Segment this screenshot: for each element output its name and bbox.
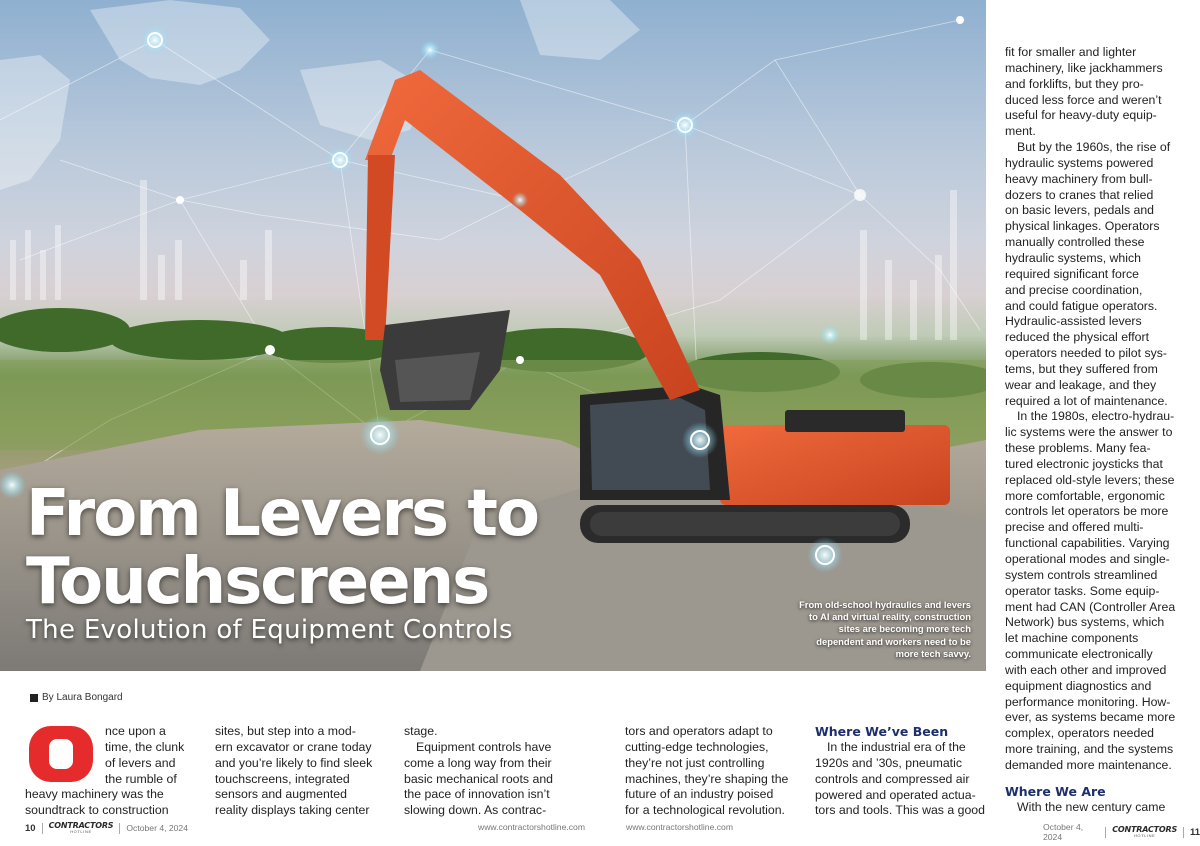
byline [30,692,123,703]
col6-line: precise and offered multi- [1005,520,1144,535]
col2-line: and you’re likely to find sleek [215,755,373,770]
col6-line: hydraulic systems powered [1005,155,1154,170]
drop-cap-o-icon [27,724,97,786]
col1-line: soundtrack to construction [25,803,169,818]
col6-line: physical linkages. Operators [1005,219,1160,234]
website-url-left[interactable]: www.contractorshotline.com [478,822,585,832]
col3-line: stage. [404,724,438,738]
article-title [26,477,538,619]
col6-line: lic systems were the answer to [1005,425,1173,440]
col6-line: heavy machinery from bull- [1005,171,1153,186]
col6-line: more comfortable, ergonomic [1005,488,1165,503]
col6-line: and forklifts, but they pro- [1005,76,1144,91]
col6-line: operators needed to pilot sys- [1005,346,1168,361]
col2-line: sites, but step into a mod- [215,724,356,738]
col2-line: reality displays taking center [215,803,370,818]
col6-line: on basic levers, pedals and [1005,203,1155,218]
col6-line: wear and leakage, and they [1005,377,1157,392]
page-number-right: 11 [1189,826,1200,838]
section-heading-where-weve-been: Where We’ve Been [815,724,949,739]
col1-line: the rumble of [105,771,177,786]
contractors-hotline-logo: CONTRACTORS HOTLINE [48,821,114,834]
col4-line: machines, they’re shaping the [625,771,789,786]
col6-line: demanded more maintenance. [1005,757,1172,772]
col6-line: tems, but they suffered from [1005,361,1158,376]
col6-line: duced less force and weren’t [1005,92,1162,107]
col3-line: come a long way from their [404,755,552,770]
col3-line: basic mechanical roots and [404,771,554,786]
col6-line: Hydraulic-assisted levers [1005,314,1142,329]
col6-line: functional capabilities. Varying [1005,536,1170,551]
byline-text: By Laura Bongard [42,692,123,703]
col3-line: the pace of innovation isn’t [404,787,550,802]
footer-url-right [626,822,733,832]
col6-line: required significant force [1005,266,1139,281]
col5-line: In the industrial era of the [827,740,966,754]
col2-line: touchscreens, integrated [215,771,350,786]
page-number-left: 10 [25,822,36,834]
col6-line: communicate electronically [1005,647,1153,662]
col6-line: tured electronic joysticks that [1005,456,1163,471]
footer-divider [1183,827,1184,838]
col6-line: reduced the physical effort [1005,330,1150,345]
column-1 [25,724,190,819]
col6-line: ment had CAN (Controller Area [1005,599,1176,614]
col1-line: nce upon a [105,724,166,738]
col6-line: controls let operators be more [1005,504,1169,519]
footer-left [25,822,188,834]
col4-line: they’re not just controlling [625,755,765,770]
footer-right [1043,822,1200,842]
col4-line: cutting-edge technologies, [625,739,769,754]
col1-line: heavy machinery was the [25,787,164,802]
col4-line: future of an industry poised [625,787,774,802]
section-heading-where-we-are: Where We Are [1005,783,1106,799]
col1-line: of levers and [105,755,176,770]
column-6 [1005,45,1177,816]
col2-line: sensors and augmented [215,787,347,802]
col1-line: time, the clunk [105,739,185,754]
col6-line: ment. [1005,124,1036,139]
col5-line: controls and compressed air [815,771,970,786]
col6-line: With the new century came [1017,799,1166,814]
footer-divider [42,823,43,834]
col6-line: useful for heavy-duty equip- [1005,108,1157,123]
col6-line: machinery, like jackhammers [1005,60,1163,75]
col6-line: complex, operators needed [1005,726,1155,741]
title-line-2: Touchscreens [26,545,489,619]
footer-url-left [478,822,585,832]
col6-line: dozers to cranes that relied [1005,187,1154,202]
title-line-1: From Levers to [26,477,538,551]
col6-line: and precise coordination, [1005,282,1143,297]
col6-line: operator tasks. Some equip- [1005,583,1160,598]
col6-line: hydraulic systems, which [1005,250,1141,265]
col6-line: with each other and improved [1005,662,1167,677]
col6-line: In the 1980s, electro-hydrau- [1017,409,1175,424]
col5-line: 1920s and ’30s, pneumatic [815,755,962,770]
col6-line: and could fatigue operators. [1005,298,1158,313]
column-3 [404,724,574,819]
col6-line: fit for smaller and lighter [1005,45,1137,59]
col4-line: tors and operators adapt to [625,724,773,738]
col3-line: Equipment controls have [416,739,552,754]
column-2 [215,724,385,819]
col6-line: required a lot of maintenance. [1005,393,1168,408]
col6-line: these problems. Many fea- [1005,441,1151,456]
footer-divider [119,823,120,834]
col3-line: slowing down. As contrac- [404,803,547,818]
col6-line: But by the 1960s, the rise of [1017,140,1171,155]
col6-line: equipment diagnostics and [1005,678,1152,693]
website-url-right[interactable]: www.contractorshotline.com [626,822,733,832]
photo-caption: From old-school hydraulics and levers to AI and virtual reality, construction sites are becoming more tech dependent and workers need to be more tech savvy. [799,599,971,659]
column-5 [815,724,987,819]
col6-line: manually controlled these [1005,235,1145,250]
col6-line: Network) bus systems, which [1005,615,1165,630]
contractors-hotline-logo: CONTRACTORS HOTLINE [1112,825,1178,838]
col2-line: ern excavator or crane today [215,739,372,754]
col6-line: replaced old-style levers; these [1005,472,1175,487]
issue-date-right: October 4, 2024 [1043,822,1084,842]
col6-line: let machine components [1005,631,1139,646]
byline-square-icon [30,694,38,702]
col6-line: system controls streamlined [1005,567,1158,582]
col6-line: more training, and the systems [1005,742,1174,757]
col6-line: ever, as systems became more [1005,710,1176,725]
col6-line: operational modes and single- [1005,552,1170,566]
drop-cap [27,724,97,786]
article-subtitle: The Evolution of Equipment Controls [26,615,513,645]
col5-line: tors and tools. This was a good [815,803,985,818]
issue-date-left: October 4, 2024 [126,823,188,833]
footer-divider [1105,827,1106,838]
col4-line: for a technological revolution. [625,803,785,818]
col6-line: performance monitoring. How- [1005,694,1171,709]
col5-line: powered and operated actua- [815,787,976,802]
column-4 [625,724,797,819]
